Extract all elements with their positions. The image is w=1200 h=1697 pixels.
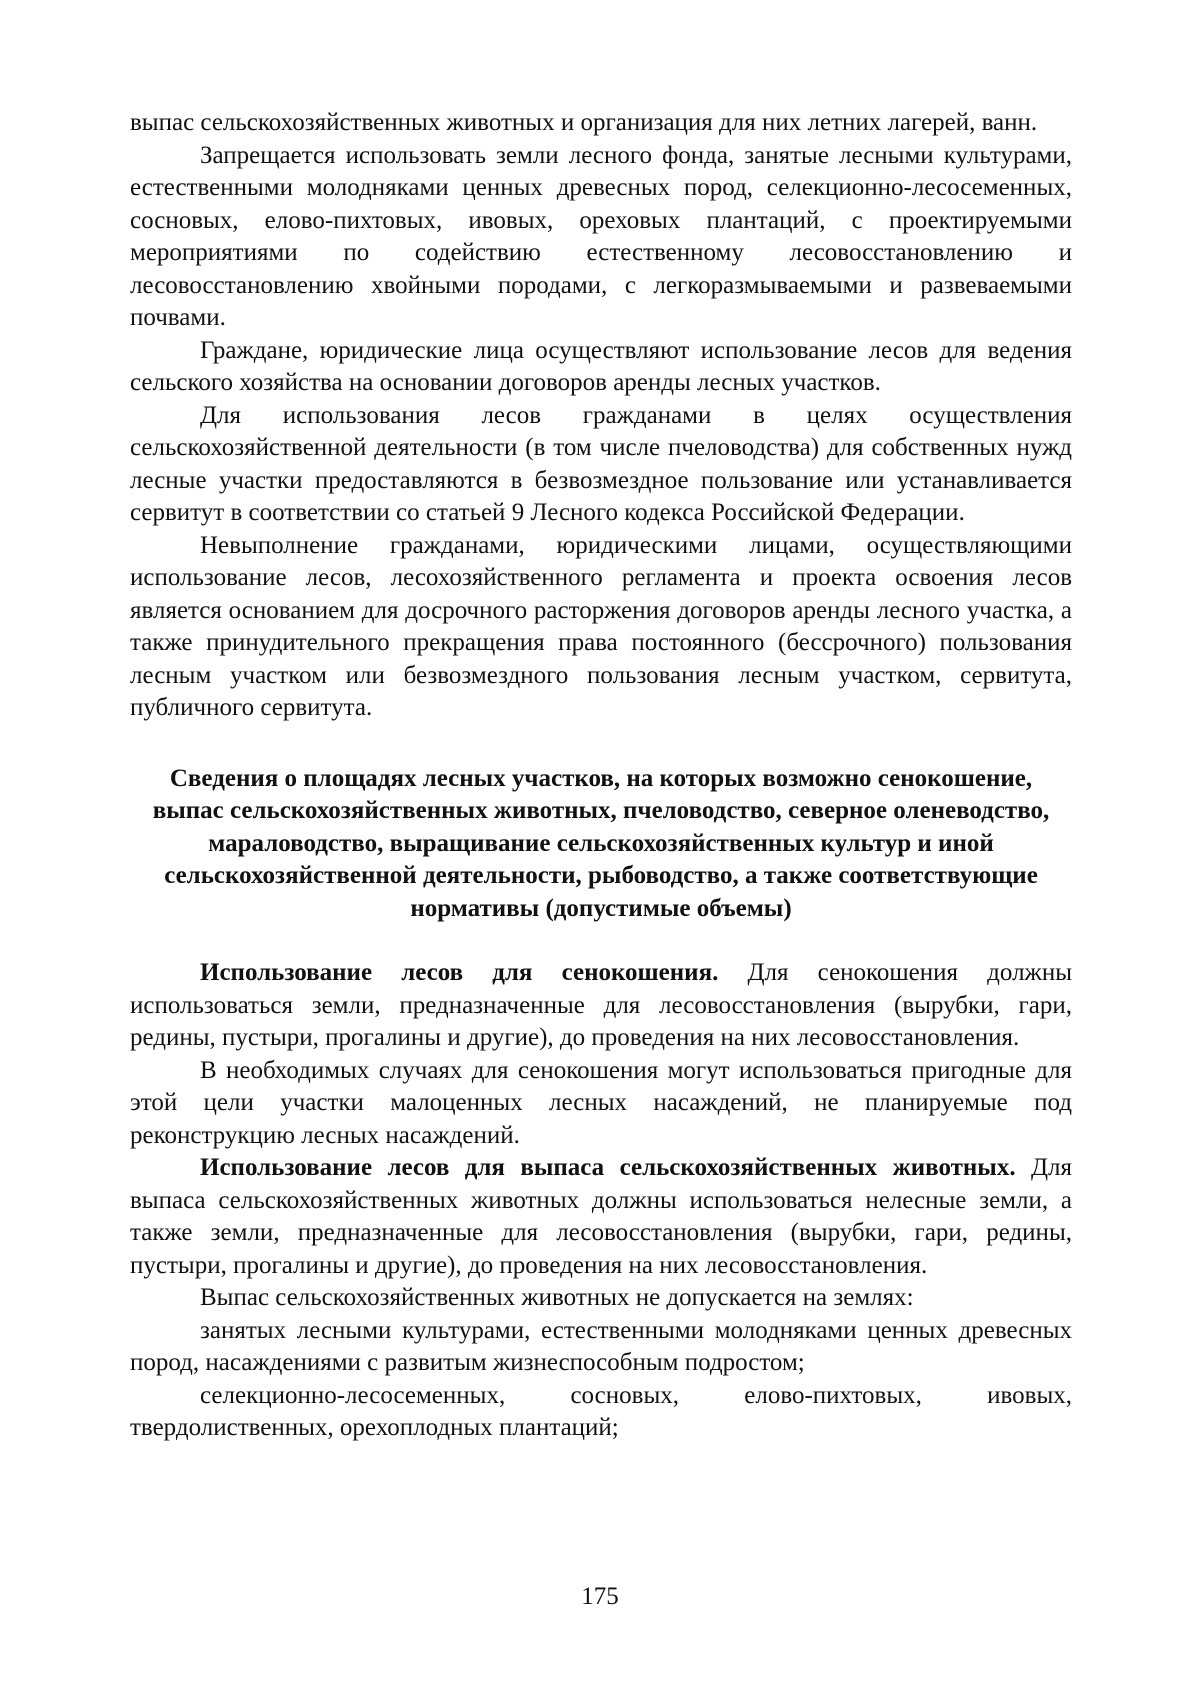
paragraph-prohibition: Запрещается использовать земли лесного фонда, занятые лесными культурами, естественными молодняками ценных древесных пород, селекционно-лесосеменных, сосновых, елово-пихтовых, ивовых, ореховых плантаций, с проектируемыми мероприятиями по содействию естественному лесовосстановлению и лесовосстановлению хвойными породами, с легкоразмываемыми и развеваемыми почвами. xyxy=(130,141,1072,331)
page-number: 175 xyxy=(581,1583,619,1610)
haymaking-text: Для сенокошения должны использоваться земли, предназначенные для лесовосстановления (вырубки, гари, редины, пустыри, прогалины и другие), до проведения на них лесовосстановления. xyxy=(130,959,1072,1051)
haymaking-heading: Использование лесов для сенокошения. xyxy=(200,959,719,986)
paragraph-lease: Граждане, юридические лица осуществляют использование лесов для ведения сельского хозяйства на основании договоров аренды лесных участков. xyxy=(130,336,1072,396)
paragraph-grazing-item-plantations: селекционно-лесосеменных, сосновых, елово-пихтовых, ивовых, твердолиственных, орехоплодных плантаций; xyxy=(130,1381,1072,1441)
paragraph-continuation: выпас сельскохозяйственных животных и организация для них летних лагерей, ванн. xyxy=(130,109,1038,136)
paragraph-grazing-item-cultures: занятых лесными культурами, естественными молодняками ценных древесных пород, насаждениями с развитым жизнеспособным подростом; xyxy=(130,1316,1072,1376)
section-heading: Сведения о площадях лесных участков, на которых возможно сенокошение, выпас сельскохозяйственных животных, пчеловодство, северное оленеводство, мараловодство, выращивание сельскохозяйственных культур и иной сельскохозяйственной деятельности, рыбоводство, а также соответствующие нормативы (допустимые объемы) xyxy=(152,764,1050,922)
document-page xyxy=(130,107,1072,1445)
section-gap xyxy=(130,925,1072,957)
paragraph-grazing xyxy=(130,1152,1072,1282)
paragraph-haymaking-extra: В необходимых случаях для сенокошения могут использоваться пригодные для этой цели участки малоценных лесных насаждений, не планируемые под реконструкцию лесных насаждений. xyxy=(130,1056,1072,1149)
paragraph-haymaking xyxy=(130,957,1072,1055)
grazing-heading: Использование лесов для выпаса сельскохозяйственных животных. xyxy=(200,1154,1016,1181)
paragraph-violation: Невыполнение гражданами, юридическими лицами, осуществляющими использование лесов, лесохозяйственного регламента и проекта освоения лесов является основанием для досрочного расторжения договоров аренды лесного участка, а также принудительного прекращения права постоянного (бессрочного) пользования лесным участком или безвозмездного пользования лесным участком, сервитута, публичного сервитута. xyxy=(130,531,1072,721)
grazing-text: Для выпаса сельскохозяйственных животных должны использоваться нелесные земли, а также земли, предназначенные для лесовосстановления (вырубки, гари, редины, пустыри, прогалины и другие), до проведения на них лесовосстановления. xyxy=(130,1154,1073,1279)
paragraph-free-use: Для использования лесов гражданами в целях осуществления сельскохозяйственной деятельности (в том числе пчеловодства) для собственных нужд лесные участки предоставляются в безвозмездное пользование или устанавливается сервитут в соответствии со статьей 9 Лесного кодекса Российской Федерации. xyxy=(130,401,1072,526)
paragraph-grazing-intro: Выпас сельскохозяйственных животных не допускается на землях: xyxy=(200,1284,914,1311)
